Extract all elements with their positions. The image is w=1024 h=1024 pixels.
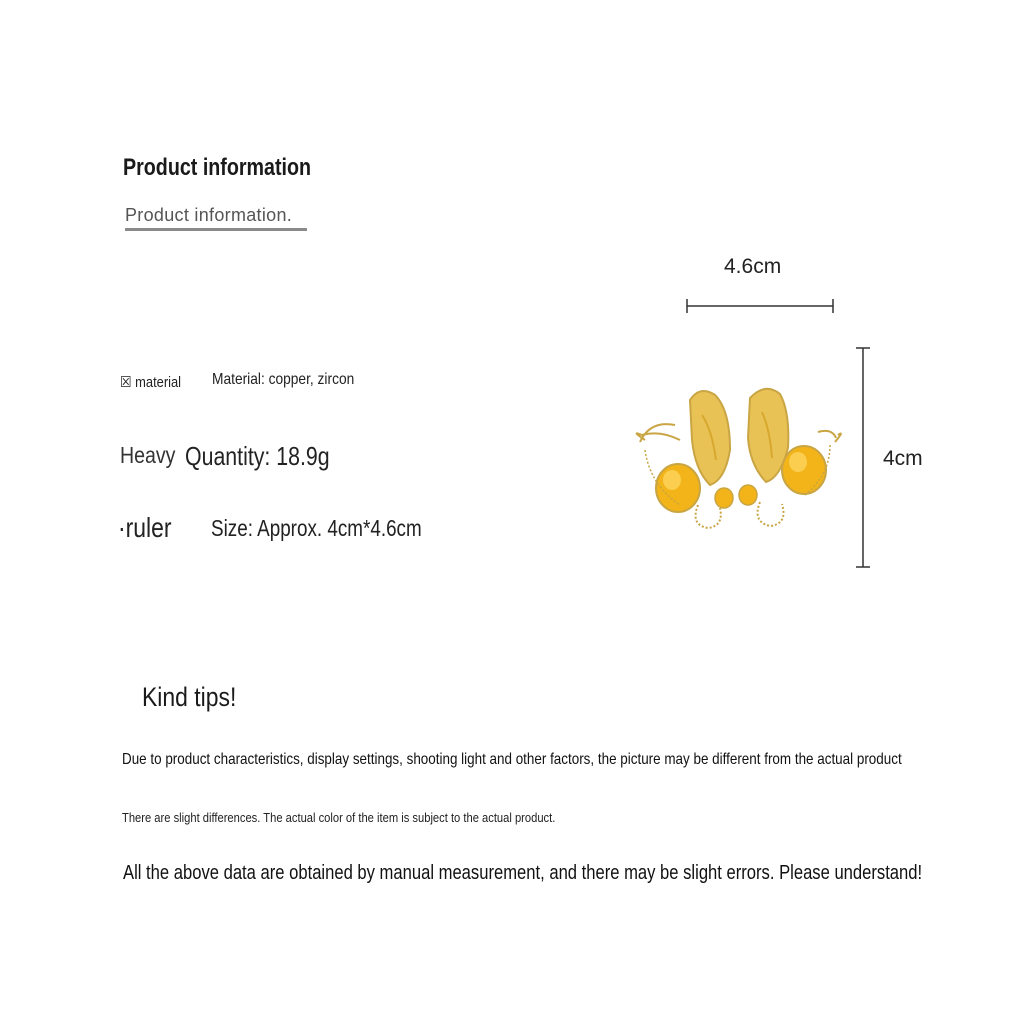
tips-heading: Kind tips! [142, 682, 237, 712]
butterfly-brooch-image [637, 389, 841, 528]
weight-label: Heavy [120, 442, 176, 468]
tip-line-2: There are slight differences. The actual color of the item is subject to the actual product. [122, 810, 556, 825]
tip-line-3: All the above data are obtained by manual measurement, and there may be slight errors. Please understand! [123, 862, 923, 884]
section-subtitle: Product information. [125, 205, 293, 225]
page-title: Product information [123, 154, 312, 181]
material-value: Material: copper, zircon [212, 371, 355, 388]
width-dimension-label: 4.6cm [724, 255, 782, 278]
size-label: ·ruler [118, 512, 172, 543]
height-dimension-label: 4cm [883, 447, 923, 470]
height-dimension-line [856, 348, 870, 567]
product-diagram [620, 290, 880, 580]
width-dimension-line [687, 299, 833, 313]
weight-value: Quantity: 18.9g [185, 441, 330, 471]
size-value: Size: Approx. 4cm*4.6cm [211, 515, 422, 541]
material-label: ☒ material [120, 374, 182, 391]
subtitle-underline [125, 228, 307, 231]
tip-line-1: Due to product characteristics, display settings, shooting light and other factors, the picture may be different from the actual product [122, 751, 902, 768]
